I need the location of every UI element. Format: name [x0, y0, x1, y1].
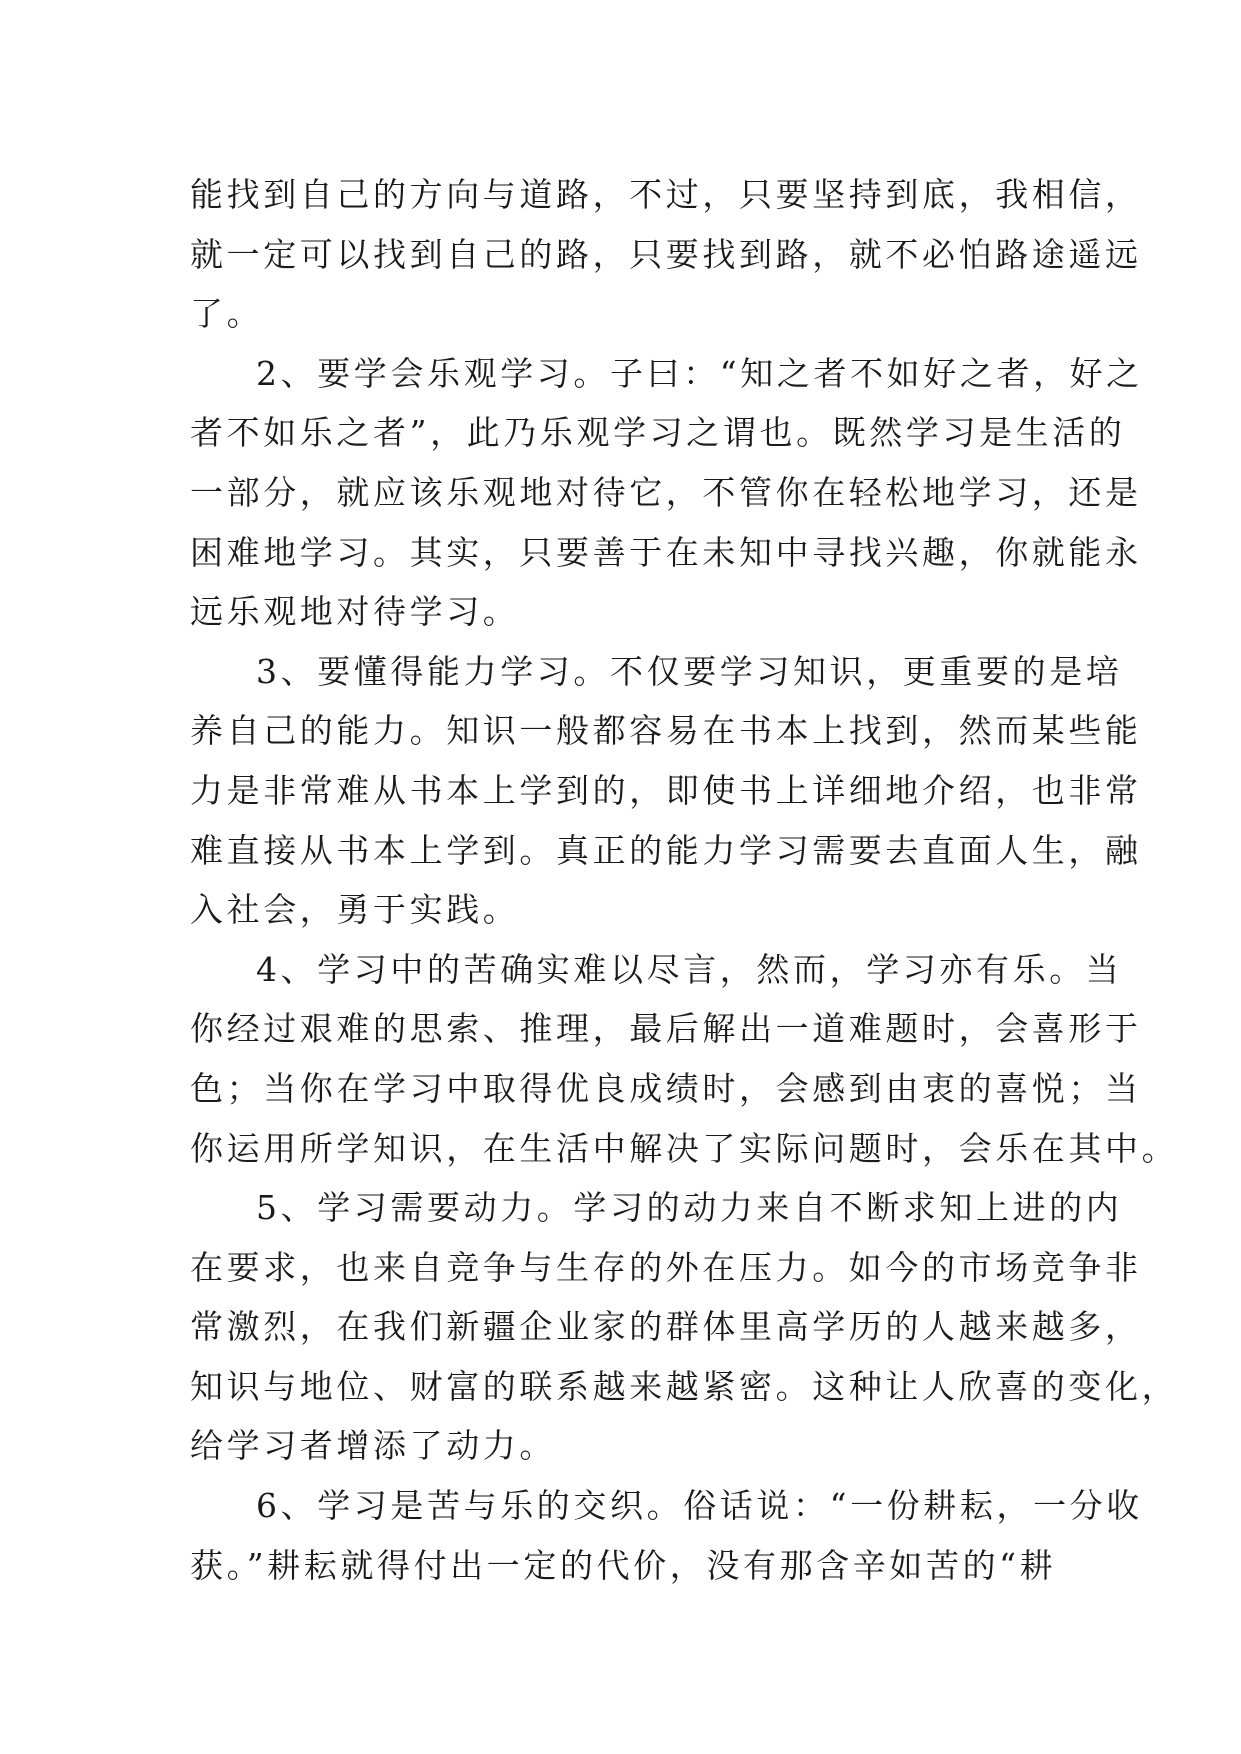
text-line: 常激烈，在我们新疆企业家的群体里高学历的人越来越多，	[190, 1307, 1142, 1347]
paragraph-start-line: 2、要学会乐观学习。子曰：“知之者不如好之者，好之	[256, 353, 1143, 393]
text-line: 力是非常难从书本上学到的，即使书上详细地介绍，也非常	[190, 770, 1142, 810]
text-line: 了。	[190, 294, 264, 334]
paragraph-start-line: 6、学习是苦与乐的交织。俗话说：“一份耕耘，一分收	[256, 1486, 1143, 1526]
text-line: 知识与地位、财富的联系越来越紧密。这种让人欣喜的变化，	[190, 1366, 1179, 1406]
text-line: 养自己的能力。知识一般都容易在书本上找到，然而某些能	[190, 711, 1142, 751]
text-line: 难直接从书本上学到。真正的能力学习需要去直面人生，融	[190, 830, 1142, 870]
text-line: 在要求，也来自竞争与生存的外在压力。如今的市场竞争非	[190, 1247, 1142, 1287]
text-line: 能找到自己的方向与道路，不过，只要坚持到底，我相信，	[190, 175, 1142, 214]
body-text	[190, 165, 1179, 1595]
text-line: 就一定可以找到自己的路，只要找到路，就不必怕路途遥远	[190, 234, 1142, 274]
text-line: 给学习者增添了动力。	[190, 1426, 556, 1466]
paragraph-start-line: 4、学习中的苦确实难以尽言，然而，学习亦有乐。当	[256, 949, 1123, 989]
text-line: 远乐观地对待学习。	[190, 592, 520, 632]
paragraph-start-line: 3、要懂得能力学习。不仅要学习知识，更重要的是培	[256, 651, 1123, 691]
text-line: 入社会，勇于实践。	[190, 890, 520, 930]
paragraph-start-line: 5、学习需要动力。学习的动力来自不断求知上进的内	[256, 1188, 1123, 1228]
text-line: 困难地学习。其实，只要善于在未知中寻找兴趣，你就能永	[190, 532, 1142, 572]
text-line: 一部分，就应该乐观地对待它，不管你在轻松地学习，还是	[190, 472, 1142, 512]
text-line: 者不如乐之者”，此乃乐观学习之谓也。既然学习是生活的	[190, 413, 1126, 453]
text-line: 你运用所学知识，在生活中解决了实际问题时，会乐在其中。	[190, 1128, 1179, 1168]
text-line: 你经过艰难的思索、推理，最后解出一道难题时，会喜形于	[190, 1009, 1142, 1049]
text-line: 色；当你在学习中取得优良成绩时，会感到由衷的喜悦；当	[190, 1068, 1142, 1108]
text-line: 获。”耕耘就得付出一定的代价，没有那含辛如苦的“耕	[190, 1545, 1057, 1585]
